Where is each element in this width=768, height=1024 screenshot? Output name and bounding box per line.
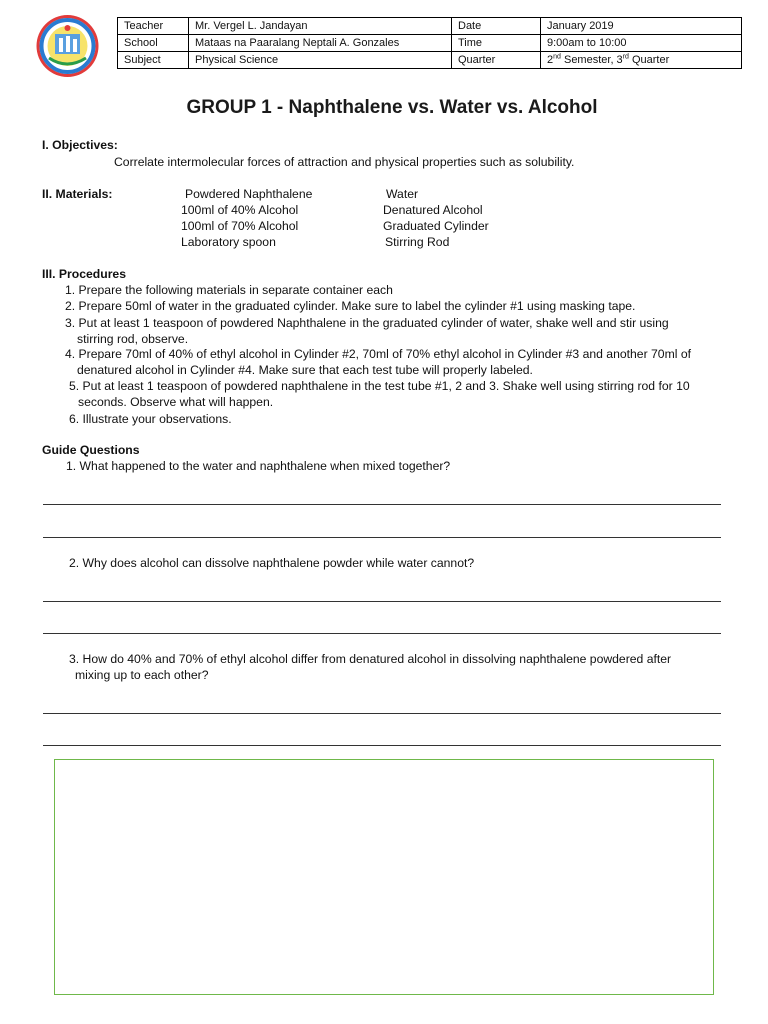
question-3-cont: mixing up to each other? [75,668,209,682]
procedure-step-cont: seconds. Observe what will happen. [78,395,274,409]
quarter-label: Quarter [452,52,541,69]
material-item: 100ml of 70% Alcohol [181,219,299,233]
subject-label: Subject [118,52,189,69]
procedure-step: 3. Put at least 1 teaspoon of powdered Naphthalene in the graduated cylinder of water, shake well and stir using [65,316,669,330]
material-item: Graduated Cylinder [383,219,489,233]
illustration-box [54,759,714,995]
subject-value: Physical Science [189,52,452,69]
page-title: GROUP 1 - Naphthalene vs. Water vs. Alcohol [186,97,598,118]
material-item: 100ml of 40% Alcohol [181,203,299,217]
answer-line [43,601,721,602]
quarter-value: 2nd Semester, 3rd Quarter [541,52,742,69]
materials-heading: II. Materials: [42,187,113,201]
procedure-step-cont: stirring rod, observe. [77,332,189,346]
question-1: 1. What happened to the water and naphthalene when mixed together? [66,459,451,473]
school-value: Mataas na Paaralang Neptali A. Gonzales [189,35,452,52]
table-row [118,35,742,52]
question-2: 2. Why does alcohol can dissolve naphthalene powder while water cannot? [69,556,475,570]
material-item: Laboratory spoon [181,235,276,249]
answer-line [43,745,721,746]
school-logo [35,12,100,80]
answer-line [43,713,721,714]
answer-line [43,504,721,505]
date-value: January 2019 [541,18,742,35]
procedure-step-cont: denatured alcohol in Cylinder #4. Make sure that each test tube will properly labeled. [77,363,533,377]
objectives-heading: I. Objectives: [42,138,118,152]
material-item: Powdered Naphthalene [185,187,313,201]
time-label: Time [452,35,541,52]
school-label: School [118,35,189,52]
answer-line [43,633,721,634]
guide-heading: Guide Questions [42,443,140,457]
header-info-table [117,17,742,69]
material-item: Water [386,187,419,201]
procedure-step: 1. Prepare the following materials in separate container each [65,283,393,297]
teacher-value: Mr. Vergel L. Jandayan [189,18,452,35]
teacher-label: Teacher [118,18,189,35]
procedure-step: 4. Prepare 70ml of 40% of ethyl alcohol in Cylinder #2, 70ml of 70% ethyl alcohol in Cylinder #3 and another 70ml of [65,347,691,361]
material-item: Denatured Alcohol [383,203,483,217]
procedure-step: 2. Prepare 50ml of water in the graduated cylinder. Make sure to label the cylinder #1 using masking tape. [65,299,636,313]
material-item: Stirring Rod [385,235,450,249]
question-3: 3. How do 40% and 70% of ethyl alcohol differ from denatured alcohol in dissolving naphthalene powdered after [69,652,672,666]
date-label: Date [452,18,541,35]
time-value: 9:00am to 10:00 [541,35,742,52]
objectives-text: Correlate intermolecular forces of attraction and physical properties such as solubility. [114,155,575,169]
procedure-step: 6. Illustrate your observations. [69,412,232,426]
table-row [118,18,742,35]
procedure-step: 5. Put at least 1 teaspoon of powdered naphthalene in the test tube #1, 2 and 3. Shake well using stirring rod for 10 [69,379,690,393]
table-row [118,52,742,69]
answer-line [43,537,721,538]
procedures-heading: III. Procedures [42,267,126,281]
